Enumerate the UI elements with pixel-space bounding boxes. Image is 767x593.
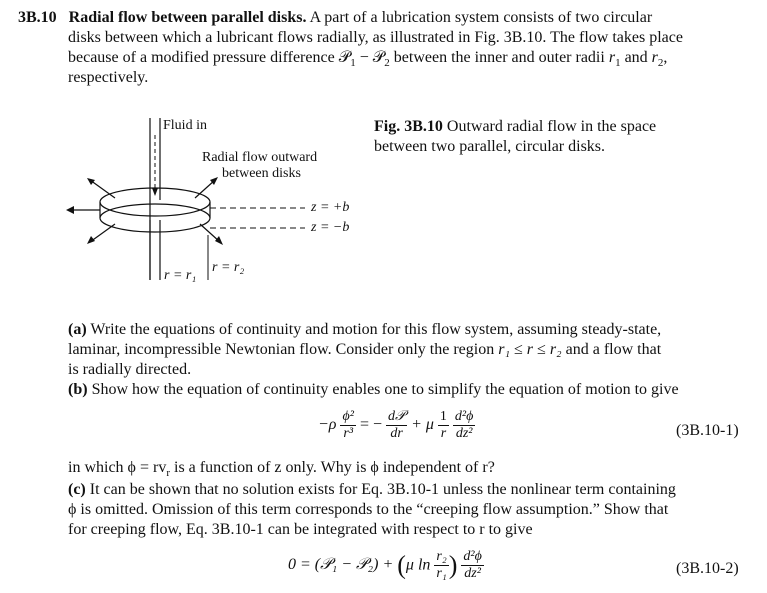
eq2-dz2: dz² (464, 566, 481, 581)
eq1-d2phi: d²ϕ (454, 409, 474, 424)
part-c-line-3: for creeping flow, Eq. 3B.10-1 can be integrated with respect to r to give (68, 521, 533, 538)
radial-flow-label-2: between disks (222, 166, 301, 181)
eq2-r1: r₁ (436, 566, 447, 581)
intro-line-4: respectively. (68, 69, 149, 86)
and-word: and (620, 49, 652, 66)
part-b-label: (b) (68, 381, 88, 398)
eq1-r: r (440, 426, 447, 441)
eq1-lhs: −ρ (318, 416, 337, 434)
r2-label: r = r₂ (212, 260, 245, 275)
eq1-frac-4 (453, 409, 475, 442)
part-b-text: Show how the equation of continuity enables one to simplify the equation of motion to give (87, 381, 679, 398)
intro-line-3a: because of a modified pressure difference 𝒫 (68, 49, 351, 66)
eq1-phi2: ϕ² (342, 409, 354, 424)
part-b-line (68, 380, 679, 400)
caption-text-1: Outward radial flow in the space (442, 118, 657, 135)
r1-label: r = r₁ (164, 268, 197, 283)
part-b-after (68, 458, 495, 478)
part-a-line-3: is radially directed. (68, 361, 192, 378)
sub-2: 2 (384, 57, 390, 70)
radial-flow-label-1: Radial flow outward (202, 150, 318, 165)
equation-2 (288, 549, 484, 582)
eq1-plus: + μ (411, 416, 434, 434)
part-b-after-1: in which ϕ = rv (68, 459, 167, 476)
intro-line-1: A part of a lubrication system consists of two circular (306, 9, 653, 26)
figure-caption-1 (374, 117, 656, 137)
part-a-text-2: laminar, incompressible Newtonian flow. Consider only the region (68, 341, 499, 358)
figure-caption-2: between two parallel, circular disks. (374, 138, 606, 155)
part-a-line-2 (68, 340, 661, 360)
part-a-region: r₁ ≤ r ≤ r₂ (498, 341, 562, 358)
part-a-label: (a) (68, 321, 87, 338)
problem-title: Radial flow between parallel disks. (68, 9, 307, 26)
eq1-eq: = − (359, 416, 382, 434)
eq1-r3: r³ (343, 426, 354, 441)
intro-line-2: disks between which a lubricant flows radially, as illustrated in Fig. 3B.10. The flow takes place (68, 29, 683, 46)
part-c-line-2: ϕ is omitted. Omission of this term corresponds to the “creeping flow assumption.” Show that (68, 501, 669, 518)
eq1-dr: dr (390, 426, 403, 441)
r-sym-2: r (651, 49, 658, 66)
sub-1b: 1 (615, 57, 621, 70)
problem-heading (18, 8, 652, 28)
eq2-pre: 0 = (𝒫₁ − 𝒫₂) + (288, 556, 398, 574)
eq1-frac-2 (386, 409, 407, 442)
z-plus-label: z = +b (311, 200, 350, 215)
part-a-line-1 (68, 320, 661, 340)
eq1-frac-1 (340, 409, 355, 442)
part-b-after-2: is a function of z only. Why is ϕ independent of r? (170, 459, 495, 476)
sub-2b: 2 (657, 57, 664, 70)
eq1-dz2: dz² (455, 426, 473, 441)
eq2-r2: r₂ (436, 549, 447, 564)
eq2-mu-ln: μ ln (405, 556, 431, 574)
z-minus-label: z = −b (311, 220, 350, 235)
intro-line-3 (68, 48, 667, 68)
equation-2-number: (3B.10-2) (676, 560, 739, 577)
fluid-in-label: Fluid in (163, 118, 207, 133)
r-sym-1: r (608, 49, 616, 66)
part-a-region-tail: and a flow that (561, 341, 662, 358)
part-c-label: (c) (68, 481, 86, 498)
eq1-1: 1 (439, 409, 447, 424)
intro-line-3c: between the inner and outer radii (389, 49, 609, 66)
eq1-frac-3 (438, 409, 449, 442)
intro-line-3b: − 𝒫 (355, 49, 385, 66)
problem-number: 3B.10 (18, 9, 57, 26)
equation-1-number: (3B.10-1) (676, 422, 739, 439)
figure-label: Fig. 3B.10 (374, 118, 443, 135)
eq2-paren-close: ) (448, 550, 458, 580)
part-c-line-1 (68, 480, 676, 500)
eq2-frac-2 (461, 549, 483, 582)
eq2-paren-open: ( (397, 550, 406, 580)
eq1-dP: d𝒫 (387, 409, 406, 424)
part-b-after-sub: r (166, 467, 170, 480)
eq2-d2phi: d²ϕ (463, 549, 482, 564)
part-a-text-1: Write the equations of continuity and motion for this flow system, assuming steady-state, (86, 321, 662, 338)
sub-1: 1 (350, 57, 356, 70)
part-c-text-1: It can be shown that no solution exists for Eq. 3B.10-1 unless the nonlinear term containing (85, 481, 676, 498)
comma: , (663, 49, 668, 66)
eq2-frac-1 (434, 549, 448, 582)
equation-1 (318, 409, 475, 442)
